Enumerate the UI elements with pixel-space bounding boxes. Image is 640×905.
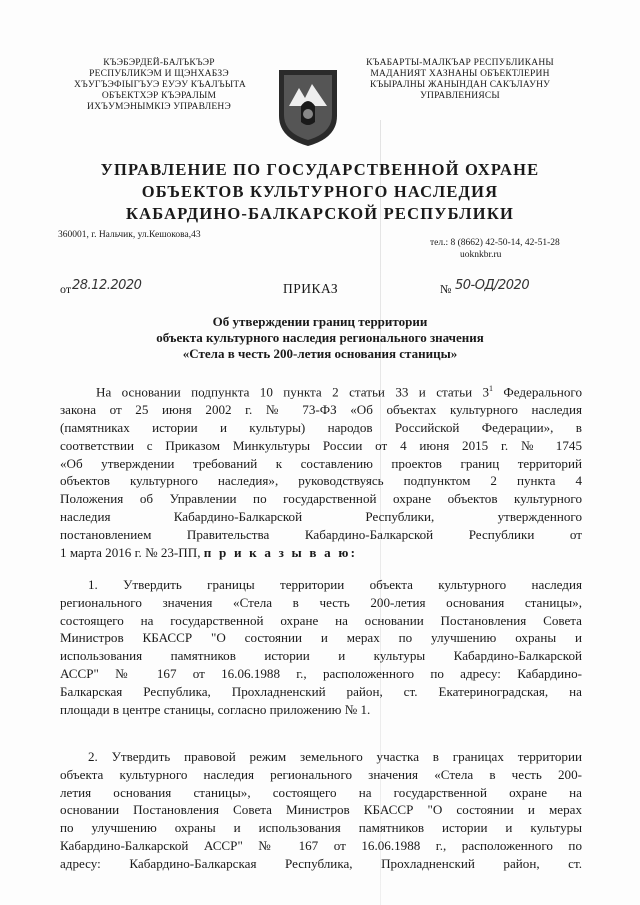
order-word: п р и к а з ы в а ю: [203, 544, 358, 560]
body-line: постановлением Правительства Кабардино-Балкарской Республики от [60, 526, 582, 542]
body-line: летия основания станицы», состоящего на государственной охране на [60, 784, 582, 800]
body-line: состоящего на государственной охране на основании Постановления Совета [60, 612, 582, 628]
body-line: Положения об Управлении по государственной охране объектов культурного [60, 491, 582, 507]
preamble-paragraph [60, 380, 582, 561]
order-title-line: объекта культурного наследия регионального значения [156, 330, 484, 345]
header-right-line: КЪАБАРТЫ-МАЛКЪАР РЕСПУБЛИКАНЫ [366, 58, 554, 68]
body-line: Министров КБАССР "О состоянии и мерах по улучшению охраны и [60, 630, 582, 646]
document-type-heading: ПРИКАЗ [283, 281, 339, 296]
item-2-paragraph [60, 748, 582, 873]
header-left-line: ИХЪУМЭНЫМКIЭ УПРАВЛЕНЭ [87, 102, 231, 112]
body-line: регионального значения «Стела в честь 200-летия основания станицы», [60, 594, 582, 610]
header-right-line: КЪЫРАЛНЫ ЖАНЫНДАН САКЪЛАУНУ [369, 80, 551, 90]
body-line: использования памятников истории и культуры Кабардино-Балкарской [60, 648, 582, 664]
header-right-line: МАДАНИЯТ ХАЗНАНЫ ОБЪЕКТЛЕРИН [370, 69, 550, 79]
body-line: адресу: Кабардино-Балкарская Республика, Прохладненский район, ст. [60, 855, 582, 871]
superscript: 1 [489, 384, 494, 393]
order-title-line: «Стела в честь 200-летия основания станицы» [182, 346, 458, 361]
order-title-line: Об утверждении границ территории [212, 314, 428, 329]
body-line: «Об утверждении требований к составлению проектов границ территорий [60, 455, 582, 471]
number-prefix: № [440, 282, 452, 296]
body-line: 1. Утвердить границы территории объекта культурного наследия [88, 577, 582, 592]
body-line: площади в центре станицы, согласно приложению № 1. [60, 701, 371, 717]
date-prefix: от [60, 282, 72, 296]
body-line: закона от 25 июня 2002 г. № 73-ФЗ «Об объектах культурного наследия [60, 402, 582, 418]
header-left-line: ОБЪЕКТХЭР КЪЭРАЛЫМ [101, 91, 217, 101]
organization-name-line: КАБАРДИНО-БАЛКАРСКОЙ РЕСПУБЛИКИ [125, 204, 515, 223]
organization-name-line: ОБЪЕКТОВ КУЛЬТУРНОГО НАСЛЕДИЯ [141, 182, 499, 201]
phone-numbers: тел.: 8 (8662) 42-50-14, 42-51-28 [430, 238, 560, 248]
header-left-line: РЕСПУБЛИКЭМ И ЩЭНХАБЗЭ [89, 69, 229, 79]
kbr-coat-of-arms-icon [275, 66, 341, 148]
header-left-line: ХЪУГЪЭФIЫГЪУЭ ЕУЭУ КЪАЛЪЫТА [74, 80, 246, 90]
body-line: АССР" № 167 от 16.06.1988 г., расположенного по адресу: Кабардино- [60, 665, 582, 681]
body-line: На основании подпункта 10 пункта 2 статьи 33 и статьи $3^1$ Федерального [96, 384, 582, 400]
body-line: основании Постановления Совета Министров КБАССР "О состоянии и мерах [60, 802, 582, 818]
body-line: 2. Утвердить правовой режим земельного участка в границах территории [88, 749, 582, 764]
body-line: объекта культурного наследия регионального значения «Стела в честь 200- [60, 766, 582, 782]
body-line: соответствии с Приказом Минкультуры России от 4 июня 2015 г. № 1745 [60, 437, 582, 453]
body-line: наследия Кабардино-Балкарской Республики, утвержденного [60, 508, 582, 524]
body-line: Балкарская Республика, Прохладненский район, ст. Екатериноградская, на [60, 683, 582, 699]
header-left-kabardian [74, 58, 244, 113]
body-line: 1 марта 2016 г. № 23-ПП, п р и к а з ы в а ю: [60, 544, 358, 560]
body-line: объектов культурного наследия», руководствуясь подпунктом 2 пункта 4 [60, 473, 582, 489]
postal-address: 360001, г. Нальчик, ул.Кешокова,43 [58, 230, 201, 240]
item-1-paragraph [60, 576, 582, 718]
header-right-line: УПРАВЛЕНИЯСЫ [420, 91, 500, 101]
organization-name-line: УПРАВЛЕНИЕ ПО ГОСУДАРСТВЕННОЙ ОХРАНЕ [100, 160, 540, 179]
contact-block [430, 237, 560, 261]
header-right-balkar [355, 58, 565, 102]
body-line: по улучшению охраны и использования памятников истории и культуры [60, 820, 582, 836]
handwritten-order-number: 50-ОД/2020 [455, 278, 530, 293]
handwritten-date: 28.12.2020 [72, 278, 142, 293]
body-line: (памятниках истории и культуры) народов Российской Федерации», в [60, 419, 582, 435]
body-line: Кабардино-Балкарской АССР" № 167 от 16.06.1988 г., расположенного по [60, 837, 582, 853]
email-address: uoknkbr.ru [460, 250, 502, 260]
header-left-line: КЪЭБЭРДЕЙ-БАЛЪКЪЭР [103, 58, 215, 68]
